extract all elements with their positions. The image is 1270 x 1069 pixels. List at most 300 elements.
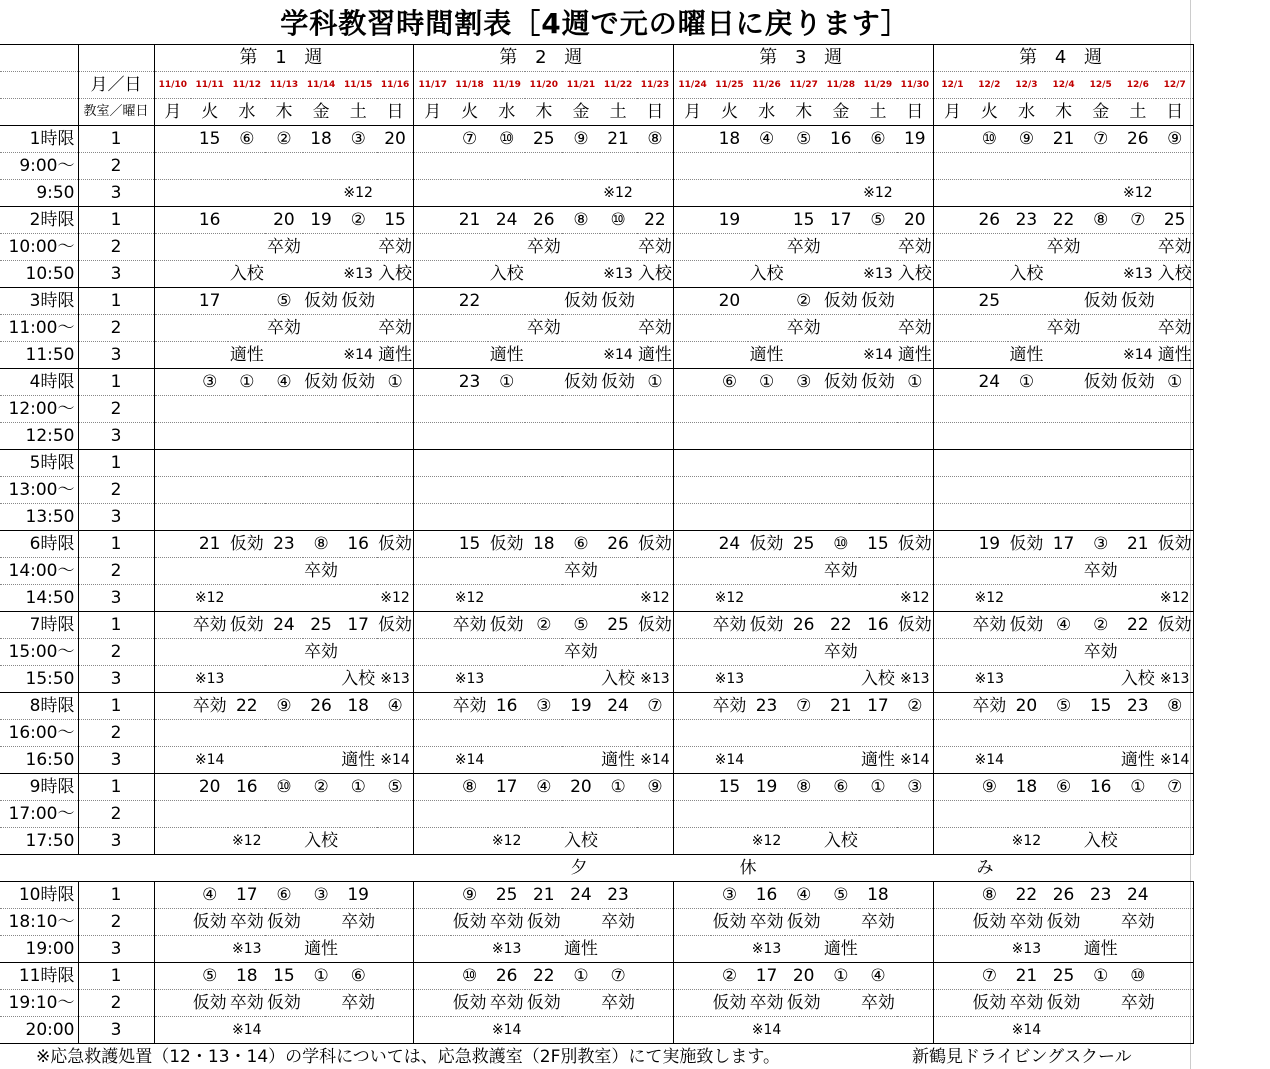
- lesson-cell: [674, 126, 711, 153]
- weekday-cell: 日: [1156, 99, 1193, 126]
- lesson-cell: [674, 477, 711, 504]
- lesson-cell: [971, 423, 1008, 450]
- lesson-cell: 卒効: [600, 990, 637, 1017]
- lesson-cell: [934, 369, 971, 396]
- lesson-cell: [822, 153, 859, 180]
- lesson-cell: [822, 234, 859, 261]
- lesson-cell: [377, 558, 414, 585]
- lesson-cell: [1119, 585, 1156, 612]
- lesson-cell: ②: [1082, 612, 1119, 639]
- lesson-cell: [451, 153, 488, 180]
- lesson-cell: 卒効: [748, 909, 785, 936]
- lesson-cell: ※12: [1119, 180, 1156, 207]
- lesson-cell: [897, 1017, 934, 1044]
- lesson-cell: [600, 423, 637, 450]
- lesson-cell: 24: [600, 693, 637, 720]
- lesson-cell: [674, 423, 711, 450]
- date-cell: 11/30: [897, 72, 934, 99]
- lesson-cell: ※12: [859, 180, 896, 207]
- lesson-cell: [637, 1017, 674, 1044]
- break-label: 夕: [570, 858, 588, 878]
- lesson-cell: 仮効: [191, 909, 228, 936]
- room-number: 3: [78, 180, 154, 207]
- lesson-cell: [785, 828, 822, 855]
- lesson-cell: [154, 396, 191, 423]
- lesson-cell: ⑥: [711, 369, 748, 396]
- lesson-cell: 仮効: [1119, 288, 1156, 315]
- lesson-cell: [1008, 720, 1045, 747]
- weekday-cell: 火: [451, 99, 488, 126]
- lesson-cell: [1156, 963, 1193, 990]
- weekday-cell: 火: [971, 99, 1008, 126]
- lesson-cell: [971, 396, 1008, 423]
- lesson-cell: [525, 450, 562, 477]
- lesson-cell: [525, 369, 562, 396]
- lesson-cell: [488, 666, 525, 693]
- date-cell: 11/20: [525, 72, 562, 99]
- lesson-cell: 25: [600, 612, 637, 639]
- lesson-cell: [1119, 639, 1156, 666]
- lesson-cell: [451, 1017, 488, 1044]
- lesson-cell: [488, 396, 525, 423]
- break-label: み: [976, 858, 994, 878]
- lesson-cell: [859, 558, 896, 585]
- lesson-cell: [822, 504, 859, 531]
- date-cell: 11/18: [451, 72, 488, 99]
- lesson-cell: 入校: [1082, 828, 1119, 855]
- lesson-cell: ⑥: [822, 774, 859, 801]
- lesson-cell: [637, 639, 674, 666]
- lesson-cell: [1082, 585, 1119, 612]
- lesson-cell: [637, 720, 674, 747]
- date-cell: 11/27: [785, 72, 822, 99]
- lesson-cell: 19: [971, 531, 1008, 558]
- timetable-row: [0, 369, 1194, 396]
- period-label: 6時限: [0, 531, 78, 558]
- lesson-cell: [340, 423, 377, 450]
- lesson-cell: [711, 720, 748, 747]
- lesson-cell: [1082, 261, 1119, 288]
- lesson-cell: 21: [525, 882, 562, 909]
- lesson-cell: 卒効: [1008, 909, 1045, 936]
- lesson-cell: ⑥: [562, 531, 599, 558]
- lesson-cell: [748, 180, 785, 207]
- lesson-cell: 入校: [377, 261, 414, 288]
- lesson-cell: [377, 423, 414, 450]
- lesson-cell: ⑦: [600, 963, 637, 990]
- lesson-cell: 17: [340, 612, 377, 639]
- timetable-row: [0, 720, 1194, 747]
- lesson-cell: [637, 936, 674, 963]
- lesson-cell: [711, 315, 748, 342]
- lesson-cell: [414, 666, 451, 693]
- lesson-cell: ④: [1045, 612, 1082, 639]
- lesson-cell: 26: [303, 693, 340, 720]
- lesson-cell: [228, 720, 265, 747]
- timetable-row: [0, 261, 1194, 288]
- lesson-cell: [377, 963, 414, 990]
- lesson-cell: 仮効: [1045, 909, 1082, 936]
- lesson-cell: [377, 477, 414, 504]
- lesson-cell: [414, 720, 451, 747]
- lesson-cell: [1045, 558, 1082, 585]
- lesson-cell: [748, 801, 785, 828]
- lesson-cell: [265, 747, 302, 774]
- lesson-cell: ⑦: [1119, 207, 1156, 234]
- lesson-cell: 卒効: [1082, 639, 1119, 666]
- lesson-cell: [600, 720, 637, 747]
- lesson-cell: [822, 585, 859, 612]
- lesson-cell: [265, 423, 302, 450]
- period-label: 1時限: [0, 126, 78, 153]
- lesson-cell: 卒効: [451, 612, 488, 639]
- lesson-cell: ⑨: [637, 774, 674, 801]
- lesson-cell: [562, 720, 599, 747]
- lesson-cell: [525, 747, 562, 774]
- lesson-cell: 22: [1119, 612, 1156, 639]
- time-label: 17:50: [0, 828, 78, 855]
- lesson-cell: [191, 315, 228, 342]
- lesson-cell: [340, 639, 377, 666]
- lesson-cell: [1045, 153, 1082, 180]
- lesson-cell: [1156, 153, 1193, 180]
- lesson-cell: [1119, 396, 1156, 423]
- lesson-cell: 20: [377, 126, 414, 153]
- lesson-cell: [191, 153, 228, 180]
- lesson-cell: [859, 936, 896, 963]
- lesson-cell: [785, 585, 822, 612]
- lesson-cell: ②: [897, 693, 934, 720]
- lesson-cell: [228, 396, 265, 423]
- lesson-cell: [154, 693, 191, 720]
- lesson-cell: 卒効: [711, 612, 748, 639]
- lesson-cell: [154, 558, 191, 585]
- lesson-cell: ①: [1156, 369, 1193, 396]
- time-label: 12:50: [0, 423, 78, 450]
- weekday-cell: 土: [859, 99, 896, 126]
- lesson-cell: [340, 153, 377, 180]
- time-label: 11:00～: [0, 315, 78, 342]
- lesson-cell: 入校: [897, 261, 934, 288]
- lesson-cell: [414, 207, 451, 234]
- lesson-cell: [340, 315, 377, 342]
- lesson-cell: [822, 180, 859, 207]
- lesson-cell: 適性: [1119, 747, 1156, 774]
- lesson-cell: [414, 261, 451, 288]
- room-number: 2: [78, 990, 154, 1017]
- lesson-cell: [859, 423, 896, 450]
- lesson-cell: [674, 666, 711, 693]
- lesson-cell: ⑩: [971, 126, 1008, 153]
- room-number: 1: [78, 531, 154, 558]
- timetable-row: [0, 477, 1194, 504]
- room-number: 2: [78, 801, 154, 828]
- lesson-cell: [674, 504, 711, 531]
- lesson-cell: [303, 153, 340, 180]
- lesson-cell: ①: [562, 963, 599, 990]
- lesson-cell: [154, 1017, 191, 1044]
- lesson-cell: 20: [265, 207, 302, 234]
- lesson-cell: ④: [377, 693, 414, 720]
- room-number: 1: [78, 612, 154, 639]
- lesson-cell: [785, 450, 822, 477]
- lesson-cell: [265, 153, 302, 180]
- lesson-cell: [562, 504, 599, 531]
- lesson-cell: 入校: [600, 666, 637, 693]
- lesson-cell: [1045, 504, 1082, 531]
- lesson-cell: [154, 612, 191, 639]
- lesson-cell: 20: [785, 963, 822, 990]
- lesson-cell: [1082, 666, 1119, 693]
- lesson-cell: [674, 720, 711, 747]
- lesson-cell: 適性: [562, 936, 599, 963]
- date-cell: 12/2: [971, 72, 1008, 99]
- weekday-row: [0, 99, 1194, 126]
- date-cell: 12/4: [1045, 72, 1082, 99]
- lesson-cell: ⑧: [971, 882, 1008, 909]
- lesson-cell: [637, 801, 674, 828]
- lesson-cell: [1119, 1017, 1156, 1044]
- lesson-cell: [414, 504, 451, 531]
- lesson-cell: [488, 423, 525, 450]
- lesson-cell: 入校: [562, 828, 599, 855]
- lesson-cell: [1008, 801, 1045, 828]
- lesson-cell: [525, 639, 562, 666]
- timetable-row: [0, 342, 1194, 369]
- lesson-cell: 19: [897, 126, 934, 153]
- room-number: 3: [78, 585, 154, 612]
- lesson-cell: [1082, 180, 1119, 207]
- lesson-cell: [822, 801, 859, 828]
- lesson-cell: ⑤: [265, 288, 302, 315]
- room-number: 2: [78, 396, 154, 423]
- lesson-cell: 15: [191, 126, 228, 153]
- lesson-cell: [971, 315, 1008, 342]
- lesson-cell: 21: [1008, 963, 1045, 990]
- lesson-cell: [822, 909, 859, 936]
- lesson-cell: 仮効: [600, 369, 637, 396]
- lesson-cell: [934, 477, 971, 504]
- lesson-cell: [637, 963, 674, 990]
- lesson-cell: [1045, 477, 1082, 504]
- lesson-cell: [1045, 720, 1082, 747]
- weekday-cell: 金: [562, 99, 599, 126]
- lesson-cell: [1008, 153, 1045, 180]
- lesson-cell: 16: [488, 693, 525, 720]
- lesson-cell: [488, 477, 525, 504]
- lesson-cell: [934, 558, 971, 585]
- lesson-cell: [934, 747, 971, 774]
- lesson-cell: [154, 288, 191, 315]
- time-label: 19:10～: [0, 990, 78, 1017]
- time-label: 10:00～: [0, 234, 78, 261]
- weekday-cell: 木: [265, 99, 302, 126]
- lesson-cell: [637, 153, 674, 180]
- lesson-cell: 卒効: [600, 909, 637, 936]
- lesson-cell: [154, 207, 191, 234]
- weekday-cell: 水: [488, 99, 525, 126]
- timetable-row: [0, 180, 1194, 207]
- lesson-cell: 卒効: [228, 909, 265, 936]
- lesson-cell: [451, 720, 488, 747]
- lesson-cell: [191, 450, 228, 477]
- lesson-cell: ③: [525, 693, 562, 720]
- lesson-cell: 仮効: [711, 909, 748, 936]
- lesson-cell: 仮効: [1008, 612, 1045, 639]
- lesson-cell: ※12: [488, 828, 525, 855]
- lesson-cell: [600, 450, 637, 477]
- lesson-cell: [228, 801, 265, 828]
- lesson-cell: 23: [265, 531, 302, 558]
- lesson-cell: 卒効: [488, 990, 525, 1017]
- lesson-cell: 18: [228, 963, 265, 990]
- lesson-cell: [1008, 315, 1045, 342]
- lesson-cell: [637, 423, 674, 450]
- lesson-cell: [1156, 720, 1193, 747]
- lesson-cell: 仮効: [785, 909, 822, 936]
- lesson-cell: [748, 747, 785, 774]
- lesson-cell: 卒効: [859, 909, 896, 936]
- lesson-cell: ※14: [451, 747, 488, 774]
- lesson-cell: [674, 180, 711, 207]
- lesson-cell: [1082, 801, 1119, 828]
- lesson-cell: 仮効: [488, 531, 525, 558]
- lesson-cell: 24: [1119, 882, 1156, 909]
- lesson-cell: [934, 828, 971, 855]
- lesson-cell: [1008, 234, 1045, 261]
- lesson-cell: [859, 450, 896, 477]
- room-number: 1: [78, 963, 154, 990]
- lesson-cell: ④: [859, 963, 896, 990]
- timetable-row: [0, 666, 1194, 693]
- date-cell: 11/14: [303, 72, 340, 99]
- lesson-cell: [414, 828, 451, 855]
- lesson-cell: [600, 801, 637, 828]
- timetable-row: [0, 612, 1194, 639]
- weekday-cell: 月: [934, 99, 971, 126]
- lesson-cell: [414, 639, 451, 666]
- lesson-cell: 卒効: [1156, 234, 1193, 261]
- lesson-cell: [897, 963, 934, 990]
- lesson-cell: ※13: [711, 666, 748, 693]
- time-label: 17:00～: [0, 801, 78, 828]
- lesson-cell: ※13: [191, 666, 228, 693]
- lesson-cell: [562, 909, 599, 936]
- time-label: 10:50: [0, 261, 78, 288]
- lesson-cell: [303, 747, 340, 774]
- lesson-cell: [1156, 639, 1193, 666]
- timetable-row: [0, 747, 1194, 774]
- lesson-cell: [600, 504, 637, 531]
- lesson-cell: [822, 990, 859, 1017]
- lesson-cell: [525, 1017, 562, 1044]
- lesson-cell: [562, 585, 599, 612]
- lesson-cell: 卒効: [265, 234, 302, 261]
- lesson-cell: [637, 882, 674, 909]
- lesson-cell: ①: [1119, 774, 1156, 801]
- lesson-cell: [451, 234, 488, 261]
- lesson-cell: [748, 396, 785, 423]
- lesson-cell: [934, 585, 971, 612]
- lesson-cell: [785, 639, 822, 666]
- lesson-cell: [971, 153, 1008, 180]
- lesson-cell: [228, 207, 265, 234]
- lesson-cell: [822, 477, 859, 504]
- lesson-cell: [674, 801, 711, 828]
- lesson-cell: 仮効: [303, 288, 340, 315]
- lesson-cell: ②: [711, 963, 748, 990]
- lesson-cell: 卒効: [971, 612, 1008, 639]
- lesson-cell: ⑥: [1045, 774, 1082, 801]
- page-title: 学科教習時間割表［4週で元の曜日に戻ります］: [280, 7, 910, 40]
- lesson-cell: [1008, 180, 1045, 207]
- lesson-cell: [1045, 180, 1082, 207]
- lesson-cell: ⑩: [488, 126, 525, 153]
- lesson-cell: ①: [377, 369, 414, 396]
- lesson-cell: ②: [303, 774, 340, 801]
- date-cell: 12/6: [1119, 72, 1156, 99]
- weekday-cell: 月: [154, 99, 191, 126]
- lesson-cell: 卒効: [822, 558, 859, 585]
- lesson-cell: [154, 639, 191, 666]
- lesson-cell: ※12: [1156, 585, 1193, 612]
- date-cell: 11/15: [340, 72, 377, 99]
- lesson-cell: [859, 720, 896, 747]
- lesson-cell: [1045, 423, 1082, 450]
- lesson-cell: [1156, 558, 1193, 585]
- lesson-cell: ※13: [859, 261, 896, 288]
- lesson-cell: [934, 882, 971, 909]
- lesson-cell: [637, 477, 674, 504]
- lesson-cell: 仮効: [340, 288, 377, 315]
- lesson-cell: [674, 531, 711, 558]
- lesson-cell: [600, 828, 637, 855]
- lesson-cell: [414, 585, 451, 612]
- room-number: 3: [78, 423, 154, 450]
- weekday-cell: 月: [414, 99, 451, 126]
- lesson-cell: 適性: [377, 342, 414, 369]
- lesson-cell: [897, 288, 934, 315]
- lesson-cell: [265, 936, 302, 963]
- lesson-cell: [488, 558, 525, 585]
- date-cell: 11/25: [711, 72, 748, 99]
- lesson-cell: [1156, 990, 1193, 1017]
- lesson-cell: [934, 450, 971, 477]
- lesson-cell: ※12: [971, 585, 1008, 612]
- lesson-cell: [191, 1017, 228, 1044]
- lesson-cell: 適性: [1008, 342, 1045, 369]
- lesson-cell: [859, 153, 896, 180]
- lesson-cell: ※14: [971, 747, 1008, 774]
- lesson-cell: [414, 477, 451, 504]
- timetable-row: [0, 288, 1194, 315]
- lesson-cell: [600, 558, 637, 585]
- lesson-cell: [377, 882, 414, 909]
- lesson-cell: [525, 153, 562, 180]
- lesson-cell: [191, 234, 228, 261]
- lesson-cell: ※13: [340, 261, 377, 288]
- lesson-cell: [303, 396, 340, 423]
- break-cell: [0, 855, 600, 882]
- lesson-cell: 卒効: [637, 315, 674, 342]
- timetable-row: [0, 990, 1194, 1017]
- lesson-cell: ④: [191, 882, 228, 909]
- lesson-cell: [600, 315, 637, 342]
- lesson-cell: [674, 639, 711, 666]
- lesson-cell: [1082, 396, 1119, 423]
- lesson-cell: 15: [785, 207, 822, 234]
- lesson-cell: 仮効: [1082, 288, 1119, 315]
